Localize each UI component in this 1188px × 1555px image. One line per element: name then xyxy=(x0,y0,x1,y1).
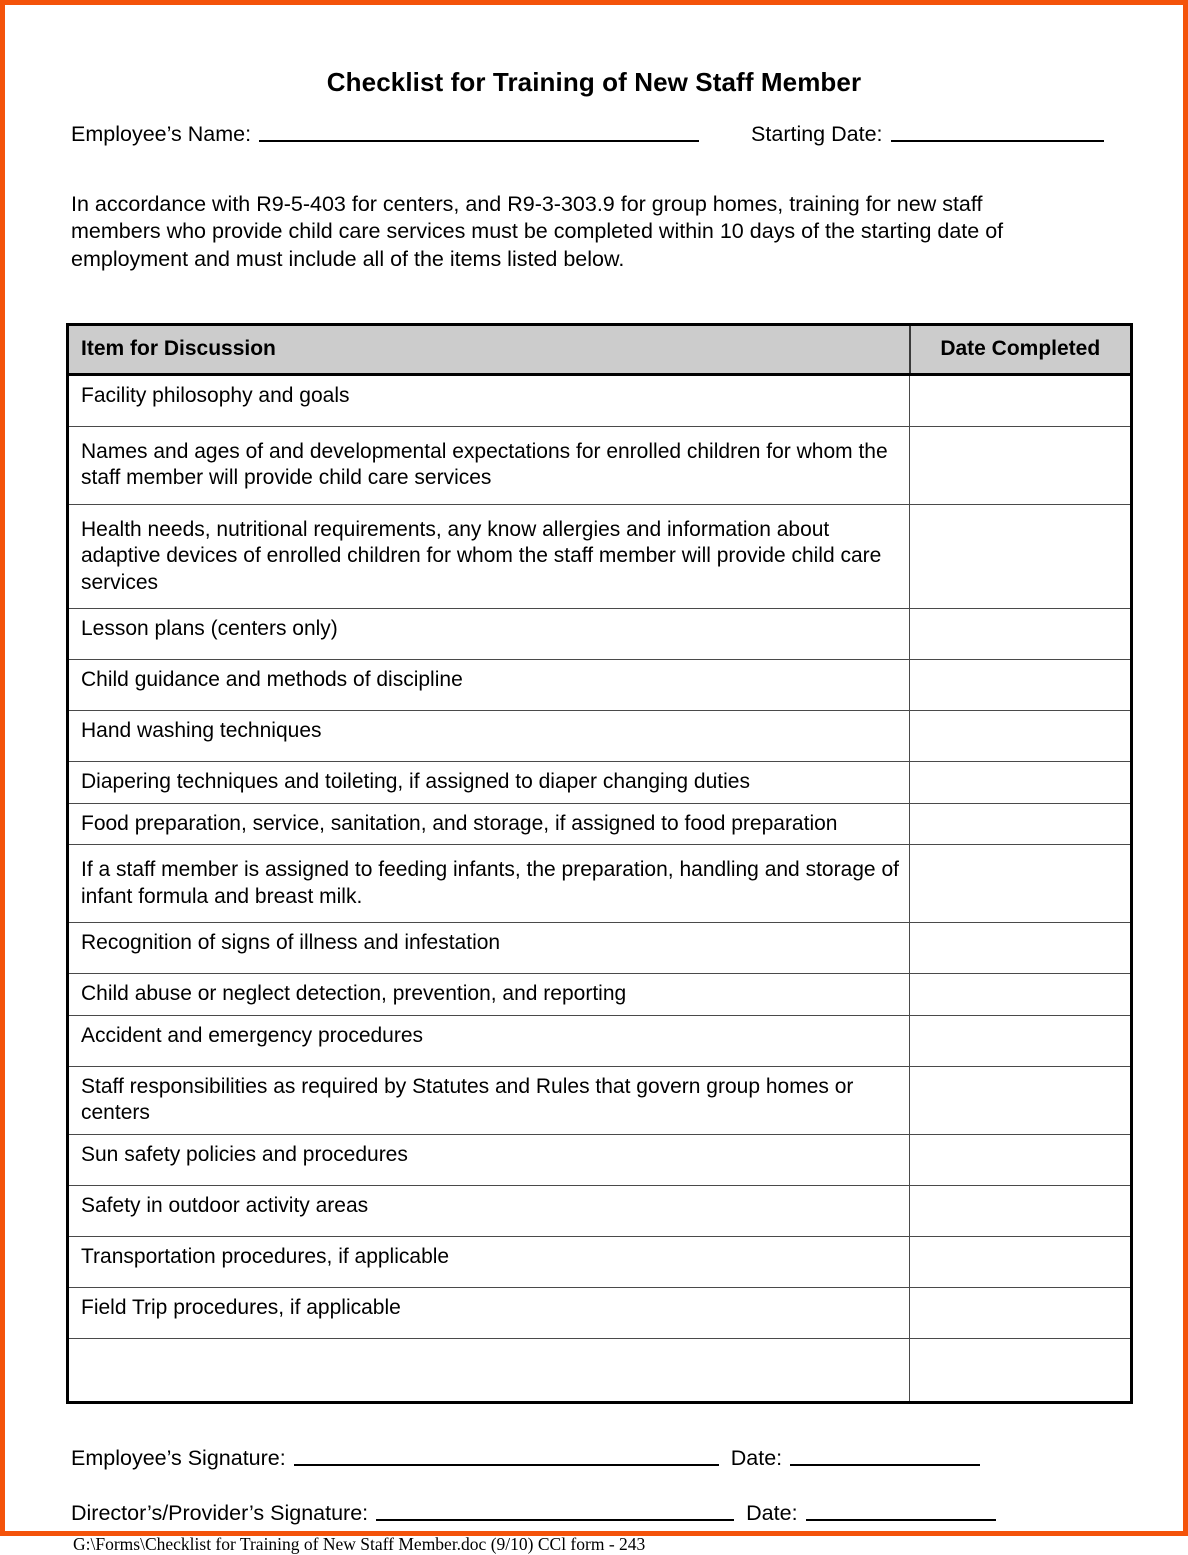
employee-signature-line xyxy=(71,1446,1183,1471)
document-sheet xyxy=(5,5,1183,1554)
table-row xyxy=(68,374,1132,426)
signature-block xyxy=(5,1404,1183,1526)
cell-item-for-discussion: Transportation procedures, if applicable xyxy=(68,1236,910,1287)
cell-item-for-discussion: Sun safety policies and procedures xyxy=(68,1134,910,1185)
cell-item-for-discussion: Recognition of signs of illness and infestation xyxy=(68,923,910,974)
cell-date-completed[interactable] xyxy=(910,609,1132,660)
starting-date-field[interactable] xyxy=(891,140,1104,142)
cell-item-for-discussion: Child abuse or neglect detection, prevention, and reporting xyxy=(68,974,910,1016)
table-row xyxy=(68,803,1132,845)
director-date-label: Date: xyxy=(746,1500,798,1525)
cell-date-completed[interactable] xyxy=(910,504,1132,609)
cell-item-for-discussion: Lesson plans (centers only) xyxy=(68,609,910,660)
director-signature-line xyxy=(71,1501,1183,1526)
table-row xyxy=(68,1015,1132,1066)
cell-date-completed[interactable] xyxy=(910,923,1132,974)
column-header-date: Date Completed xyxy=(910,324,1132,374)
employee-name-label: Employee’s Name: xyxy=(71,122,252,146)
table-row xyxy=(68,1134,1132,1185)
cell-date-completed[interactable] xyxy=(910,1236,1132,1287)
cell-date-completed[interactable] xyxy=(910,1134,1132,1185)
column-header-item: Item for Discussion xyxy=(68,324,910,374)
cell-date-completed[interactable] xyxy=(910,1185,1132,1236)
identity-line xyxy=(5,98,1183,147)
cell-item-for-discussion: Facility philosophy and goals xyxy=(68,374,910,426)
cell-date-completed[interactable] xyxy=(910,845,1132,923)
cell-date-completed[interactable] xyxy=(910,711,1132,762)
cell-date-completed[interactable] xyxy=(910,1015,1132,1066)
intro-paragraph: In accordance with R9-5-403 for centers, and R9-3-303.9 for group homes, training for new staff members who provide child care services must be completed within 10 days of the starting date of employment and must include all of the items listed below. xyxy=(71,191,1004,271)
cell-date-completed[interactable] xyxy=(910,762,1132,804)
cell-item-for-discussion: Hand washing techniques xyxy=(68,711,910,762)
page-title: Checklist for Training of New Staff Member xyxy=(326,67,862,97)
cell-item-for-discussion: Food preparation, service, sanitation, and storage, if assigned to food preparation xyxy=(68,803,910,845)
table-row xyxy=(68,1236,1132,1287)
cell-item-for-discussion: Field Trip procedures, if applicable xyxy=(68,1287,910,1338)
cell-date-completed[interactable] xyxy=(910,1338,1132,1402)
employee-date-field[interactable] xyxy=(790,1464,980,1466)
table-row xyxy=(68,923,1132,974)
cell-date-completed[interactable] xyxy=(910,374,1132,426)
checklist-body xyxy=(68,374,1132,1402)
table-row xyxy=(68,426,1132,504)
cell-date-completed[interactable] xyxy=(910,803,1132,845)
cell-date-completed[interactable] xyxy=(910,426,1132,504)
table-row xyxy=(68,1185,1132,1236)
checklist-table xyxy=(66,323,1133,1404)
director-signature-label: Director’s/Provider’s Signature: xyxy=(71,1500,369,1525)
cell-item-for-discussion: Child guidance and methods of discipline xyxy=(68,660,910,711)
table-row xyxy=(68,845,1132,923)
cell-item-for-discussion xyxy=(68,1338,910,1402)
cell-item-for-discussion: Accident and emergency procedures xyxy=(68,1015,910,1066)
employee-date-label: Date: xyxy=(730,1445,783,1470)
table-row xyxy=(68,1066,1132,1134)
cell-item-for-discussion: Health needs, nutritional requirements, any know allergies and information about adaptive devices of enrolled children for whom the staff member will provide child care services xyxy=(68,504,910,609)
table-row xyxy=(68,1287,1132,1338)
director-date-field[interactable] xyxy=(806,1519,996,1521)
table-row xyxy=(68,1338,1132,1402)
table-row xyxy=(68,504,1132,609)
table-row xyxy=(68,711,1132,762)
cell-item-for-discussion: Staff responsibilities as required by Statutes and Rules that govern group homes or centers xyxy=(68,1066,910,1134)
employee-signature-label: Employee’s Signature: xyxy=(71,1445,286,1470)
table-row xyxy=(68,762,1132,804)
director-signature-field[interactable] xyxy=(376,1519,734,1521)
table-header-row xyxy=(68,324,1132,374)
cell-item-for-discussion: Diapering techniques and toileting, if assigned to diaper changing duties xyxy=(68,762,910,804)
cell-item-for-discussion: Safety in outdoor activity areas xyxy=(68,1185,910,1236)
employee-name-field[interactable] xyxy=(259,140,699,142)
file-reference-footnote: G:\Forms\Checklist for Training of New Staff Member.doc (9/10) CCl form - 243 xyxy=(73,1533,646,1554)
cell-date-completed[interactable] xyxy=(910,1066,1132,1134)
table-row xyxy=(68,660,1132,711)
employee-signature-field[interactable] xyxy=(294,1464,719,1466)
cell-item-for-discussion: Names and ages of and developmental expectations for enrolled children for whom the staff member will provide child care services xyxy=(68,426,910,504)
cell-item-for-discussion: If a staff member is assigned to feeding infants, the preparation, handling and storage of infant formula and breast milk. xyxy=(68,845,910,923)
cell-date-completed[interactable] xyxy=(910,1287,1132,1338)
cell-date-completed[interactable] xyxy=(910,660,1132,711)
checklist-table-wrapper xyxy=(5,295,1183,1404)
table-row xyxy=(68,974,1132,1016)
starting-date-label: Starting Date: xyxy=(751,122,883,146)
table-row xyxy=(68,609,1132,660)
cell-date-completed[interactable] xyxy=(910,974,1132,1016)
